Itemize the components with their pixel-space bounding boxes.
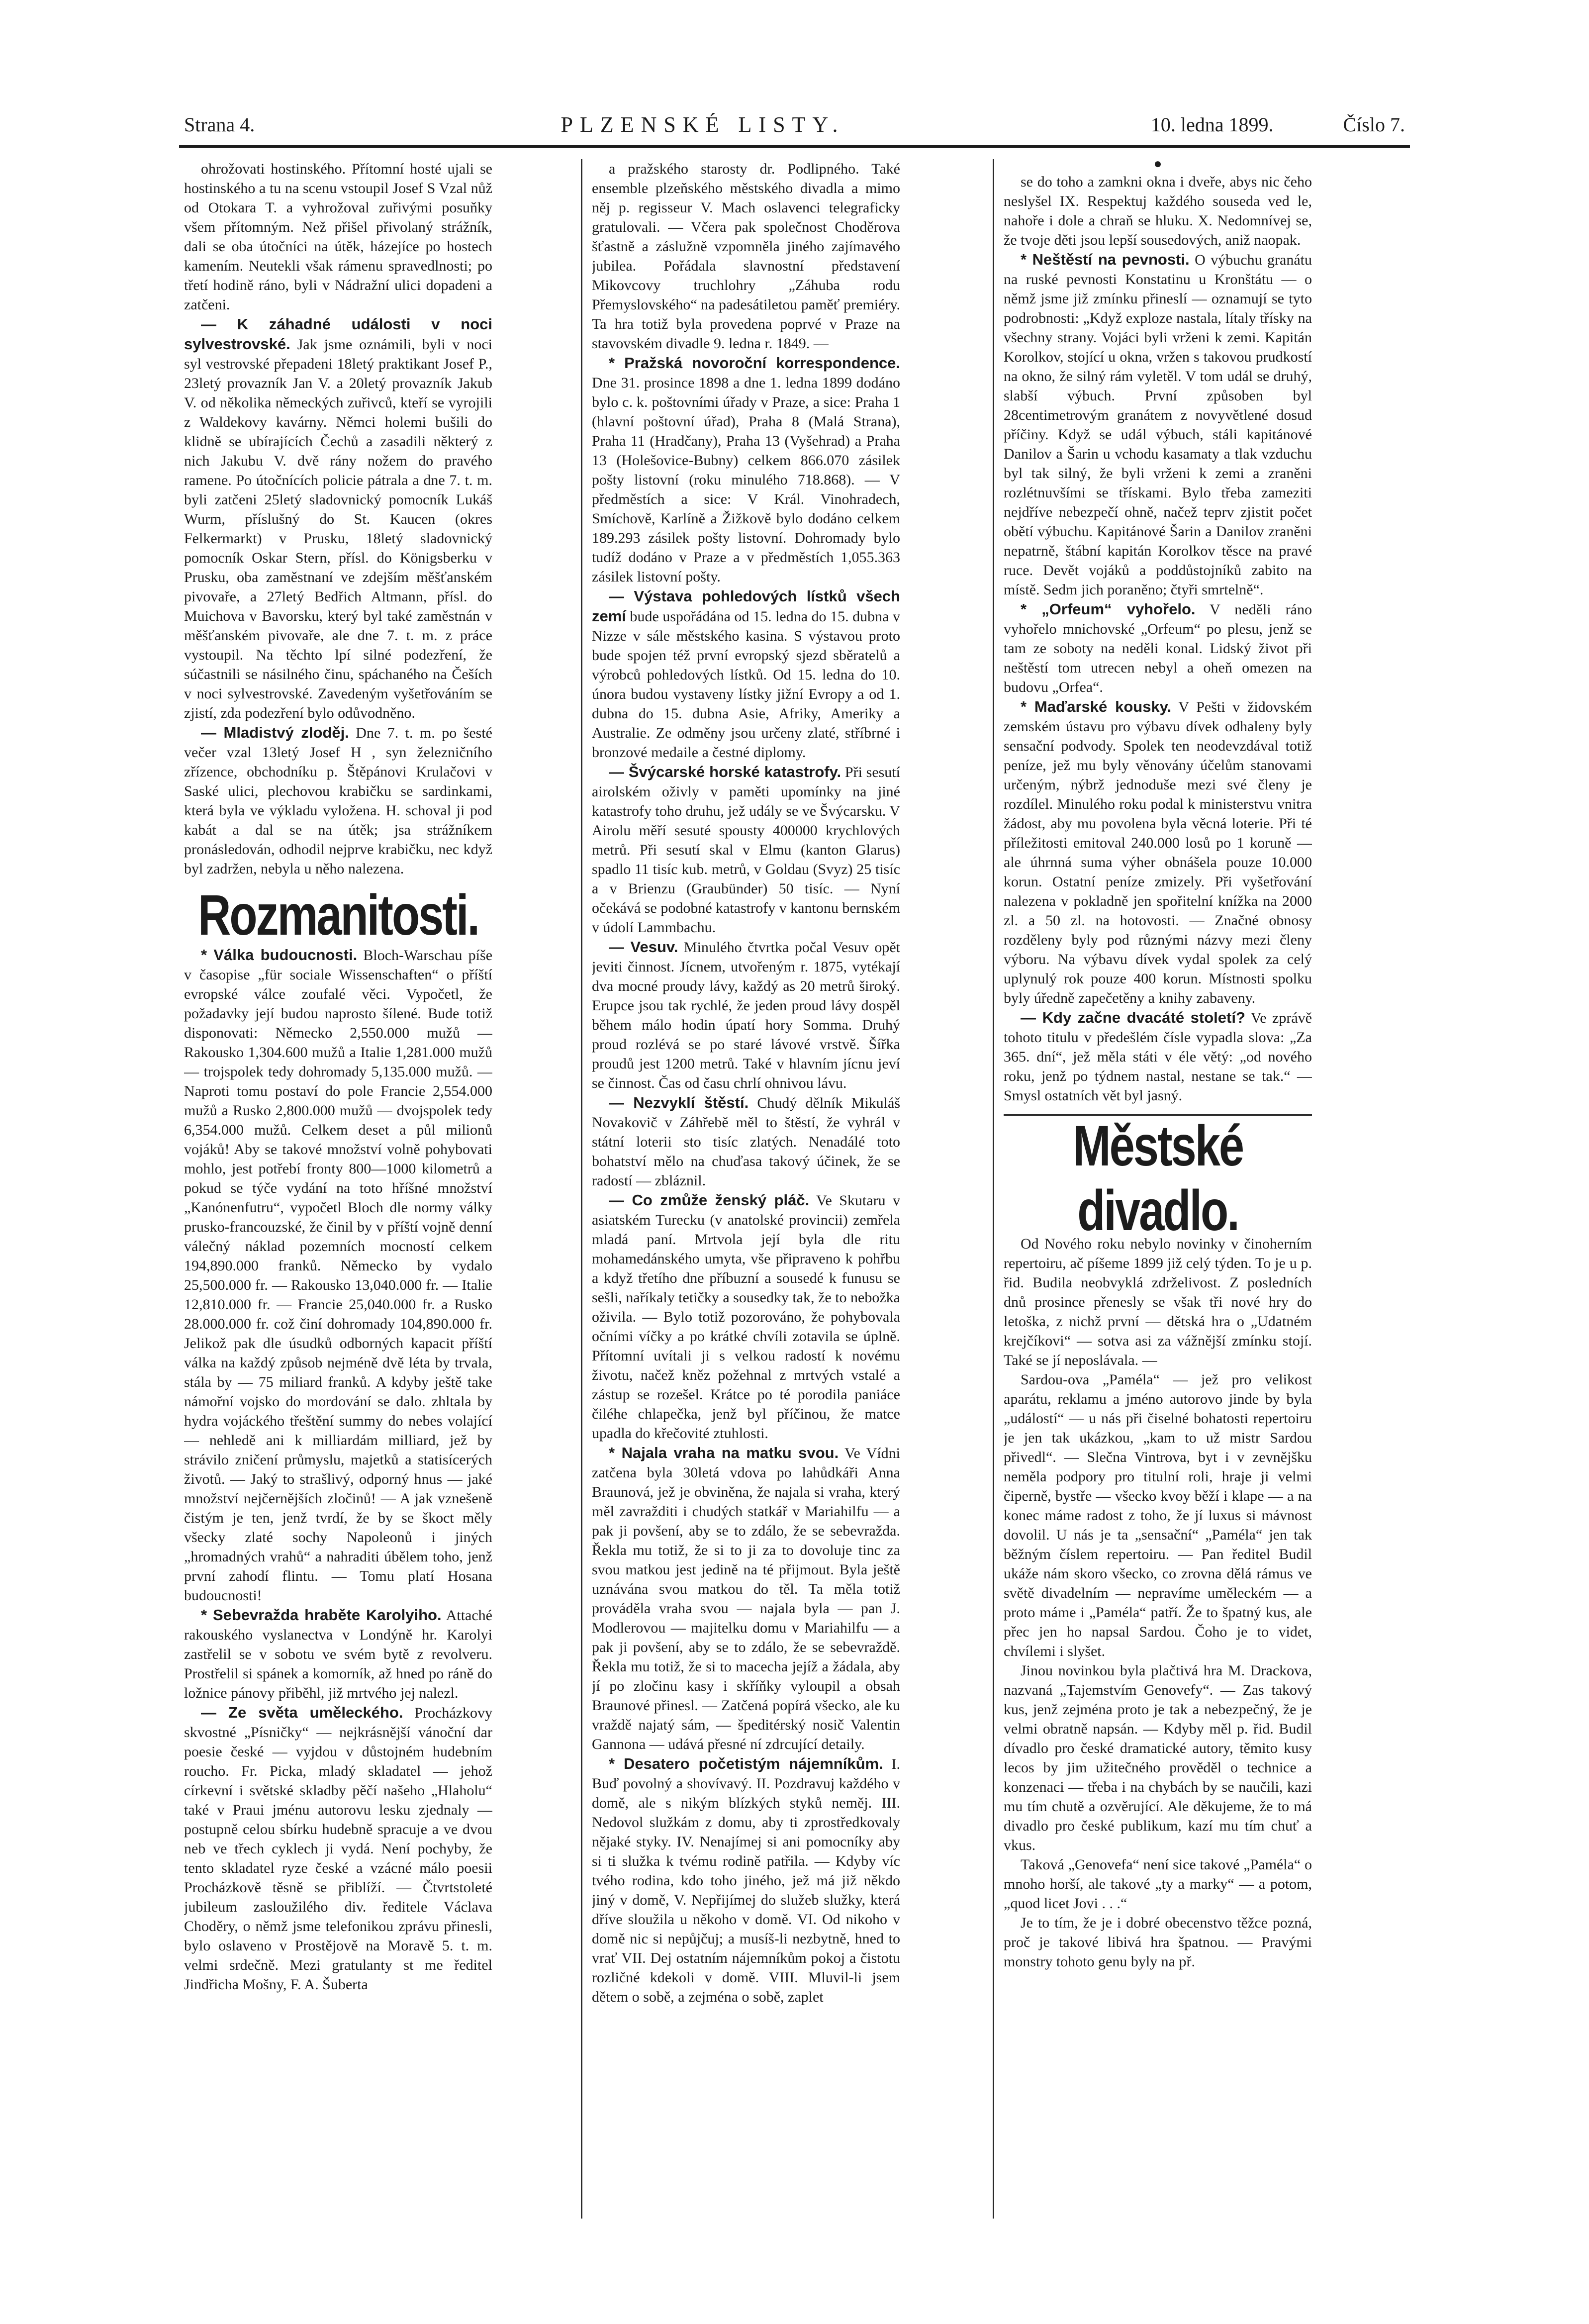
article-paragraph [1004, 599, 1312, 697]
header-rule [179, 145, 1410, 148]
article-text: O výbuchu granátu na ruské pevnosti Konstatinu u Kronštátu — o němž jsme již zmínku přineslí — oznamují se tyto podrobnosti: „Když exploze nastala, lítaly třísky na všechny strany. Vojáci byli vrženi k zemi. Kapitán Korolkov, stojící u okna, vržen s takovou prudkostí na okno, že silný rám vyletěl. V tom udál se druhý, slabší výbuch. První způsoben byl 28centimetrovým granátem z novyvětlené dosud příčiny. Když se udál výbuch, stáli kapitánové Danilov a Šarin u vchodu kasamaty a tlak vzduchu byl tak silný, že byli vrženi k zemi a zraněni rozlétnuvšími se třískami. Bylo třeba zameziti nejdříve nebezpečí ohně, načež teprv zjistit počet obětí výbuchu. Kapitánové Šarin a Danilov zraněni nepatrně, štábní kapitán Korolkov těsce na pravé ruce. Devět vojáků a poddůstojníků zabito na místě. Sedm jich poraněno; čtyři smrtelně“. [1004, 252, 1312, 598]
article-text: Ve Skutaru v asiatském Turecku (v anatolské provincii) zemřela mladá paní. Mrtvola její byla dle ritu mohamedánského umyta, vše připraveno k pohřbu a když třetího dne příbuzní a sousedé k funusu se sešli, naříkaly tetičky a sousedky tak, že to nebožka oživila. — Bylo totiž pozorováno, že pohybovala očními víčky a po krátké chvíli zotavila se úplně. Přítomní uvítali ji s velkou radostí k novému životu, načež kněz požehnal z mrtvých vstalé a zástup se rozešel. Krátce po té porodila paniáce čiléhe chlapečka, jenž byl příčinou, že matce upadla do křečovité ztuhlosti. [592, 1192, 900, 1442]
article-headline: — Mladistvý zloděj. [201, 724, 349, 741]
article-text: Ve Vídni zatčena byla 30letá vdova po lahůdkáři Anna Braunová, jež je obviněna, že najala si vraha, který měl zavražditi i chudých statkář v Mariahilfu — a pak ji povšení, aby se to zdálo, že se sebevražda. Řekla mu totiž, že si to ji za to dovoluje tinc za svou matkou jest jedině na té přijmout. Byla ještě uznávána svou matkou do těl. Ta měla totiž prováděla vraha svou — najala byla — pan J. Modlerovou — majitelku domu v Mariahilfu — a pak ji povšení, aby se to zdálo, že se sebevraždě. Řekla mu totiž, že si to macecha jejíž a žádala, aby jí po zločinu kasy i skříňky vyloupil a obsah Braunové přinesl. — Zatčená popírá všecko, ale ku vraždě najatý sám, — špeditérský nosič Valentin Gannona — udává přesné ní zdrcující detaily. [592, 1445, 900, 1752]
article-headline: * Pražská novoroční korrespondence. [609, 354, 900, 372]
article-text: Attaché rakouského vyslanectva v Londýně hr. Karolyi zastřelil se v sobotu ve svém bytě z revolveru. Prostřelil si spánek a komorník, až hned po ráně do ložnice pánovy přiběhl, již mrtvého jej nalezl. [184, 1607, 492, 1701]
article-headline: — Nezvyklí štěstí. [609, 1094, 749, 1111]
article-headline: — Kdy začne dvacáté století? [1021, 1009, 1245, 1026]
column-divider [993, 159, 994, 2219]
column-1 [184, 159, 492, 2219]
issue-number: Číslo 7. [1343, 113, 1405, 136]
article-paragraph [592, 762, 900, 937]
article-headline: — Co zmůže ženský pláč. [609, 1191, 810, 1209]
article-paragraph [184, 1703, 492, 1994]
article-paragraph [592, 1093, 900, 1190]
section-title: Rozmanitosti. [197, 883, 479, 947]
article-paragraph: Sardou-ova „Paméla“ — jež pro velikost aparátu, reklamu a jméno autorovo jinde by byla „událostí“ — u nás při čiselné bohatosti repertoiru je jen tak ukázkou, „kam to už mistr Sardou přivedl“. — Slečna Vintrova, byt i v zevnějšku neměla podpory pro titulní roli, hraje ji velmi čiperně, bystře — všecko kvoy běží i klape — a na konec máme radost z toho, že jí luxus si mávnost dovolil. U nás je ta „sensační“ „Paméla“ jen tak běžným číslem repertoiru. — Pan ředitel Budil ukáže nám skoro všecko, co zrovna dělá rámus ve světě divadelním — nepravíme uměleckém — a proto máme i „Paméla“ patří. Že to špatný kus, ale přec jen ho napsal Sardou. Čoho je to videt, chvílemi i slyšet. [1004, 1371, 1312, 1659]
article-text: Jak jsme oznámili, byli v noci syl vestrovské přepadeni 18letý praktikant Josef P., 23letý provazník Jan V. a 20letý provazník Jakub V. od několika německých zuřivců, kteří se vyrojili z Waldekovy kavárny. Němci holemi bušili do klidně se ubírajících Čechů a zasadili některý z nich Jakubu V. dvě rány nožem do pravého ramene. Po útočnících policie pátrala a dne 7. t. m. byli zatčeni 25letý sladovnický pomocník Lukáš Wurm, příslušný do St. Kaucen (okres Felkermarkt) v Prusku, 18letý sladovnický pomocník Oskar Stern, přísl. do Königsberku v Prusku, oba zaměstnaní ve zdejším měšťanském pivovaře, a 27letý Bedřich Altmann, přísl. do Muichova v Bavorsku, který byl také zaměstnán v měšťanském pivovaře, ale dne 7. t. m. z práce vystoupil. Na těchto lpí silné podezření, že súčastnili se násilného činu, spáchaného na Češích v noci sylvestrovské. Zavedeným vyšetřováním se zjistí, zda podezření bylo odůvodněno. [184, 336, 492, 721]
article-text: Chudý dělník Mikuláš Novakovič v Záhřebě měl to štěstí, že vyhrál v státní loterii sto tisíc zlatých. Nenadálé toto bohatství mělo na chuďasa takový účinek, že se radostí — zbláznil. [592, 1095, 900, 1189]
article-paragraph [592, 1443, 900, 1754]
article-headline: * Neštěstí na pevnosti. [1021, 251, 1190, 268]
issue-date: 10. ledna 1899. [1150, 113, 1274, 136]
page-number: Strana 4. [184, 113, 255, 136]
article-text: I. Buď povolný a shovívavý. II. Pozdravuj každého v domě, ale s nikým blízkých styků neměj. III. Nedovol služkám z domu, aby ti zprostředkovaly nějaké styky. IV. Nenajímej si ani pomocníky aby si ti služka k tvému rodině patřila. — Kdyby víc tvého rodina, kdo toho jiného, jež má již někdo jiný v domě, V. Nepřijímej do služeb služky, která dříve sloužila u někoho v domě. VI. Od nikoho v domě nic si nepůjčuj; a musíš-li nezbytně, hned to vrať VII. Dej ostatním nájemníkům pokoj a čistotu rozličné kdekoli v domě. VIII. Mluvil-li jsem dětem o sobě, a zejména o sobě, zaplet [592, 1756, 900, 2005]
article-paragraph: se do toho a zamkni okna i dveře, abys nic čeho neslyšel IX. Respektuj každého souseda ved le, nahoře i dole a chraň se hluku. X. Nedomnívej se, že tvoje děti jsou lepší sousedových, aniž naopak. [1004, 174, 1312, 248]
article-headline: * Desatero početistým nájemníkům. [609, 1755, 883, 1772]
section-title: Městské divadlo. [1072, 1114, 1243, 1243]
column-divider [581, 159, 582, 2219]
article-paragraph [592, 1190, 900, 1443]
article-headline: * Najala vraha na matku svou. [609, 1444, 839, 1461]
bullet-mark: ● [1153, 159, 1162, 172]
article-paragraph: Je to tím, že je i dobré obecenstvo těžce pozná, proč je takové libivá hra špatnou. — Pravými monstry tohoto genu byly na př. [1004, 1915, 1312, 1970]
article-text: Procházkovy skvostné „Písničky“ — nejkrásnější vánoční dar poesie české — vyjdou v důstojném hudebním roucho. Fr. Picka, mladý skladatel — jehož církevní i světské skladby pěčí našeho „Hlaholu“ také v Praui jménu autorovu lesku zjednaly — postupně celou sbírku hudebně spracuje a ve dvou neb ve třech cyklech ji vydá. Není pochyby, že tento skladatel ryze české a vzácné málo poesii Procházkově těsně se přiblíží. — Čtvrtstoleté jubileum zasloužilého div. ředitele Václava Choděry, o němž jsme telefonikou zprávu přinesli, bylo oslaveno v Prostějově na Moravě 5. t. m. velmi srdečně. Mezi gratulanty st me ředitel Jindřicha Mošny, F. A. Šuberta [184, 1705, 492, 1993]
article-paragraph [184, 1605, 492, 1703]
article-paragraph [592, 1754, 900, 2007]
article-paragraph: Taková „Genovefa“ není sice takové „Paméla“ o mnoho horší, ale takové „ty a marky“ — a potom, „quod licet Jovi . . .“ [1004, 1856, 1312, 1912]
article-text: Bloch-Warschau píše v časopise „für sociale Wissenschaften“ o příští evropské válce zoufalé věci. Vypočetl, že požadavky její budou naprosto šílené. Bude totiž disponovati: Německo 2,550.000 mužů — Rakousko 1,304.600 mužů a Italie 1,281.000 mužů — trojspolek tedy dohromady 5,135.000 mužů. — Naproti tomu postaví do pole Francie 2,554.000 mužů a Rusko 2,800.000 mužů — dvojspolek tedy 6,354.000 mužů. Celkem deset a půl milionů vojáků! Aby se takové množství volně pohybovati mohlo, jest potřebí fronty 800—1000 kilometrů a pokud se týče vydání na toto hříšné množství „Kanónenfutru“, vypočetl Bloch dle normy války prusko-francouzské, že činil by v příští vojně denní válečný náklad pozemních mocností celkem 194,890.000 franků. Německo by vydalo 25,500.000 fr. — Rakousko 13,040.000 fr. — Italie 12,810.000 fr. — Francie 25,040.000 fr. a Rusko 28.000.000 fr. což činí dohromady 104,890.000 fr. Jelikož pak dle úsudků odborných kapacit příští válka na každý způsob nejméně dvě léta by trvala, stála by — 75 miliard franků. A kdyby ještě take námořní vojsko do mordování se dalo. zhltala by hydra vojáckého třeštění summy do nebes volající — nehledě ani k milliardám milliard, jež by strávilo zničení průmyslu, majetků a statisícerých životů. — Jaký to strašlivý, odporný hnus — jaké množství nejčernějších zločinů! — A jak vznešeně čistým je ten, jenž tvrdí, že by se škoct měly všecky zlaté sochy Napoleonů i jiných „hromadných vrahů“ a nahraditi úbělem toho, jenž první zahodí flintu. — Tomu platí Hosana budoucnosti! [184, 947, 492, 1604]
article-headline: — Švýcarské horské katastrofy. [609, 763, 841, 780]
article-paragraph: a pražského starosty dr. Podlipného. Také ensemble plzeňského městského divadla a mimo něj p. regisseur V. Mach oslavenci telegraficky gratulovali. — Včera pak společnost Choděrova šťastně a záslužně vzpomněla jiného zajímavého jubilea. Pořádala slavnostní představení Mikovcovy truchlohry „Záhuba rodu Přemyslovského“ na padesátiletou paměť premiéry. Ta hra totiž byla provedena poprvé v Praze na stavovském divadle 9. ledna r. 1849. — [592, 161, 900, 352]
article-text: Při sesutí airolském oživly v paměti upomínky na jiné katastrofy toho druhu, jež udály se ve Švýcarsku. V Airolu měří sesuté spousty 400000 krychlových metrů. Při sesutí skal v Elmu (kanton Glarus) spadlo 11 tisíc kub. metrů, v Goldau (Svyz) 25 tisíc a v Brienzu (Graubünder) 50 tisíc. — Nyní očekává se podobné katastrofy v kantonu bernském v údolí Lammbachu. [592, 764, 900, 936]
article-headline: — Ze světa uměleckého. [201, 1704, 403, 1721]
article-paragraph [184, 945, 492, 1605]
article-text: Ve zprávě tohoto titulu v předešlém čísle vypadla slova: „Za 365. dní“, jež měla státi v éle větý: „od nového roku, jenž po týdnem nastal, nestane se tak.“ — Smysl ostatních vět byl jasný. [1004, 1010, 1312, 1104]
article-text: V Pešti v židovském zemském ústavu pro výbavu dívek odhaleny byly sensační podvody. Spolek ten neodevzdával totiž peníze, jež mu byly věnovány účelům stanovami určeným, nýbrž jednoduše mezi své členy je rozdílel. Minulého roku podal k ministerstvu vnitra žádost, aby mu povolena byla věcná loterie. Při té příležitosti emitoval 240.000 losů po 1 koruně — ale úhrnná suma výher obnášela pouze 10.000 korun. Ostatní peníze zmizely. Při vyšetřování nalezena v pokladně jen spořitelní knížka na 2000 zl. a 50 zl. na hotovosti. — Značné obnosy rozděleny byly pod různými názvy mezi členy výboru. Na výbavu dívek vydal spolek za celý uplynulý rok pouze 400 korun. Místnosti spolku byly úředně zapečetěny a knihy zabaveny. [1004, 699, 1312, 1006]
article-paragraph: Jinou novinkou byla plačtivá hra M. Drackova, nazvaná „Tajemstvím Genovefy“. — Zas takový kus, jenž zejména proto je tak a nebezpečný, že je velmi obratně napsán. — Kdyby měl p. řid. Budil dívadlo pro české dramatické autory, těmito kusy lecos by jim užitečného prověděl o technice a konzenaci — třeba i na chybách by se naučili, kazi mu tím chutě a ozvěrující. Ale děkujeme, že to má divadlo pro české publikum, kazí mu tím chuť a vkus. [1004, 1662, 1312, 1853]
masthead-title: PLZENSKÉ LISTY. [561, 112, 845, 137]
column-2 [592, 159, 900, 2219]
article-headline: * Maďarské kousky. [1021, 698, 1172, 715]
article-headline: — Vesuv. [609, 938, 678, 956]
article-headline: * Sebevražda hraběte Karolyiho. [201, 1606, 442, 1624]
article-paragraph [1004, 1008, 1312, 1105]
article-paragraph [592, 586, 900, 762]
article-paragraph [1004, 250, 1312, 599]
article-text: bude uspořádána od 15. ledna do 15. dubna v Nizze v sále městského kasina. S výstavou proto bude spojen též první evropský sjezd sběratelů a výrobců pohledových lístků. Od 15. ledna do 10. února budou vystaveny lístky jižní Evropy a od 1. dubna do 15. dubna Asie, Afriky, Ameriky a Australie. Ze odměny jsou určeny zlaté, stříbrné i bronzové medaile a čestné diplomy. [592, 608, 900, 761]
article-headline: * Válka budoucnosti. [201, 946, 358, 964]
article-headline: * „Orfeum“ vyhořelo. [1021, 600, 1196, 618]
article-paragraph [1004, 697, 1312, 1008]
header-right [1151, 113, 1405, 136]
article-paragraph [184, 314, 492, 723]
article-paragraph [184, 723, 492, 878]
article-text: Dne 31. prosince 1898 a dne 1. ledna 1899 dodáno bylo c. k. poštovními úřady v Praze, a sice: Praha 1 (hlavní poštovní úřad), Praha 8 (Malá Strana), Praha 11 (Hradčany), Praha 13 (Vyšehrad) a Praha 13 (Holešovice-Bubny) celkem 866.070 zásilek pošty listovní (roku minulého 718.868). — V předměstích a sice: V Král. Vinohradech, Smíchově, Karlíně a Žižkově bylo dodáno celkem 189.293 zásilek pošty listovní. Dohromady bylo tudíž dodáno v Praze a v předměstích 1,055.363 zásilek listovní pošty. [592, 375, 900, 585]
article-paragraph: ohrožovati hostinského. Přítomní hosté ujali se hostinského a tu na scenu vstoupil Josef S Vzal nůž od Otokara T. a vyhrožoval zuřivými posuňky všem přítomným. Než přišel přivolaný strážník, dali se oba útočníci na útěk, házejíce po hostech kamením. Neutekli však rámenu spravedlnosti; po třetí hodině ráno, byli v Nádražní ulici dopadeni a zatčeni. [184, 161, 492, 313]
article-text: Minulého čtvrtka počal Vesuv opět jeviti činnost. Jícnem, utvořeným r. 1875, vytékají dva mocné proudy lávy, každý as 20 metrů široký. Erupce jsou tak rychlé, že jeden proud lávy dospěl během málo hodin úpatí hory Somma. Druhý proud rozlévá se po staré lávové vrstvě. Šířka proudů jest 1200 metrů. Také v hlavním jícnu jeví se činnost. Čas od času chrlí ohnivou lávu. [592, 939, 900, 1091]
column-3 [1004, 159, 1312, 2219]
page-header [184, 104, 1405, 144]
article-headline: — K záhadné události v noci sylvestrovské. [184, 315, 492, 353]
article-text: Dne 7. t. m. po šesté večer vzal 13letý Josef H , syn železničního zřízence, obchodníku p. Štěpánovi Krulačovi v Saské ulici, plechovou krabičku se sardinkami, která byla ve výkladu vyložena. H. schoval ji pod kabát a dal se na útěk; jsa strážníkem pronásledován, odhodil nejprve krabičku, nec když byl zadržen, nebyla u něho nalezena. [184, 725, 492, 877]
article-paragraph [592, 353, 900, 586]
article-paragraph: Od Nového roku nebylo novinky v činoherním repertoiru, ač píšeme 1899 již celý týden. To je u p. řid. Budila neobvyklá zdrželivost. Z posledních dnů prosince přenesly se však tři nové hry do letoška, z nichž první — dětská hra o „Udatném krejčíkovi“ — sotva asi za vážnější zmínku stojí. Také se jí neposlávala. — [1004, 1236, 1312, 1368]
article-headline: — Výstava pohledových lístků všech zemí [592, 587, 900, 625]
article-text: V neděli ráno vyhořelo mnichovské „Orfeum“ po plesu, jenž se tam ze soboty na neděli konal. Lidský život při neštěstí tom utrecen nebyl a oheň omezen na budovu „Orfea“. [1004, 601, 1312, 695]
article-paragraph [592, 937, 900, 1093]
